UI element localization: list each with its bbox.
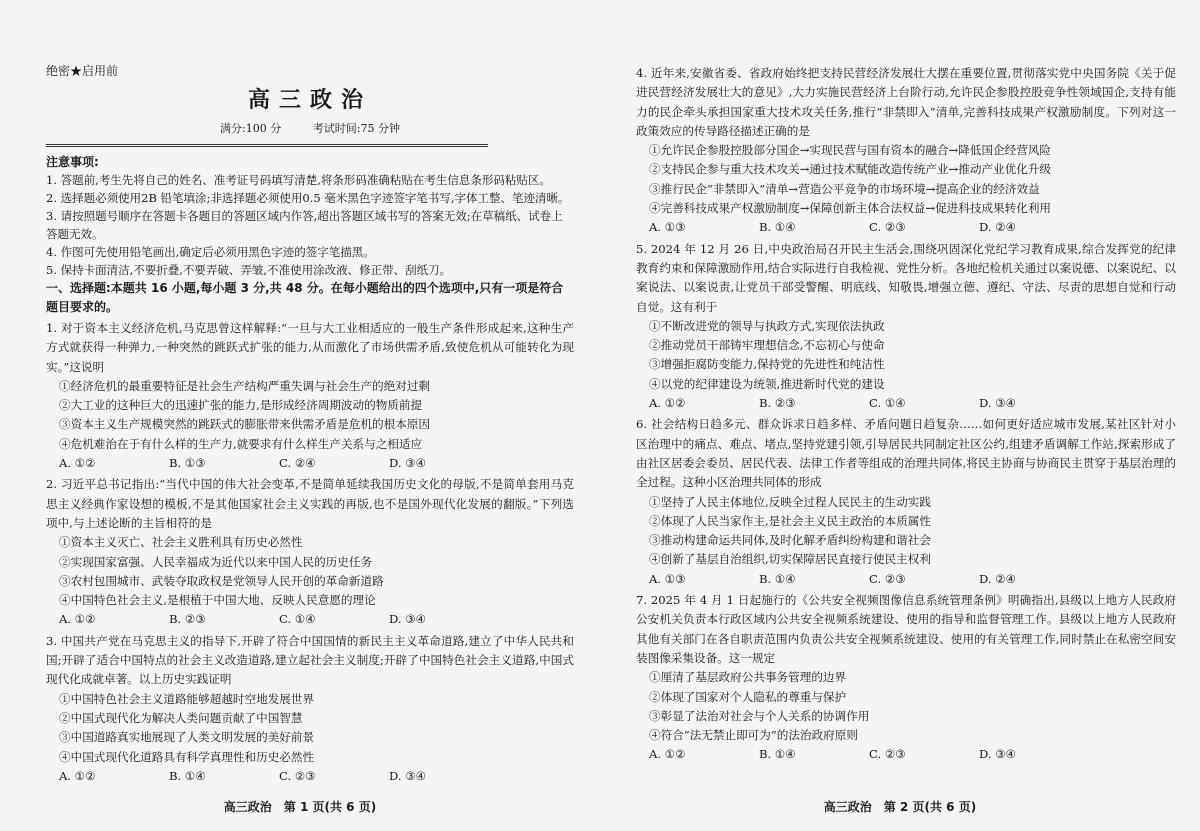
answer-choice: D. ③④	[979, 396, 1017, 411]
statement-option: ③推行民企“非禁即入”清单→营造公平竞争的市场环境→提高企业的经济效益	[649, 181, 1040, 196]
answer-choice: D. ③④	[389, 768, 427, 783]
note-item: 3. 请按照题号顺序在答题卡各题目的答题区域内作答,超出答题区域书写的答案无效;在草稿纸、试卷上答题无效。	[46, 209, 563, 241]
answer-choice: D. ②④	[979, 220, 1017, 235]
exam-page-2	[600, 0, 1200, 831]
statement-option: ②推动党员干部铸牢理想信念,不忘初心与使命	[649, 338, 885, 353]
statement-option: ②实现国家富强、人民幸福成为近代以来中国人民的历史任务	[59, 554, 373, 569]
answer-choice: C. ②④	[279, 456, 316, 471]
question	[46, 475, 574, 629]
statement-option: ①厘清了基层政府公共事务管理的边界	[649, 670, 847, 685]
title-divider	[46, 144, 488, 147]
question	[636, 240, 1176, 414]
answer-choice: D. ②④	[979, 571, 1017, 586]
statement-option: ①经济危机的最重要特征是社会生产结构严重失调与社会生产的绝对过剩	[59, 378, 431, 393]
answer-choices	[636, 394, 1176, 413]
answer-choice: D. ③④	[389, 612, 427, 627]
notes-heading: 注意事项:	[46, 155, 99, 169]
answer-choices	[46, 767, 574, 786]
statement-option: ①坚持了人民主体地位,反映全过程人民民主的生动实践	[649, 494, 931, 509]
statement-option: ①资本主义灭亡、社会主义胜利具有历史必然性	[59, 535, 303, 550]
statement-option: ③增强拒腐防变能力,保持党的先进性和纯洁性	[649, 357, 885, 372]
exam-time: 考试时间:75 分钟	[312, 122, 400, 135]
answer-choices	[46, 610, 574, 629]
answer-choice: C. ②③	[869, 571, 906, 586]
statement-option: ④以党的纪律建设为统领,推进新时代党的建设	[649, 376, 885, 391]
note-item: 5. 保持卡面清洁,不要折叠,不要弄破、弄皱,不准使用涂改液、修正带、刮纸刀。	[46, 263, 452, 277]
statement-option: ④危机难治在于有什么样的生产力,就要求有什么样生产关系与之相适应	[59, 436, 423, 451]
answer-choice: C. ②③	[869, 220, 906, 235]
statement-option: ④创新了基层自治组织,切实保障居民直接行使民主权利	[649, 552, 931, 567]
answer-choices	[46, 454, 574, 473]
answer-choice: B. ①④	[169, 768, 206, 783]
answer-choice: A. ①②	[59, 612, 96, 627]
section-heading: 一、选择题:本题共 16 小题,每小题 3 分,共 48 分。在每小题给出的四个选项中,只有一项是符合题目要求的。	[46, 281, 564, 314]
answer-choice: A. ①②	[649, 747, 686, 762]
answer-choices	[636, 745, 1176, 764]
question-stem: 5. 2024 年 12 月 26 日,中央政治局召开民主生活会,围绕巩固深化党纪学习教育成果,综合发挥党的纪律教育约束和保障激励作用,结合实际进行自我检视、党性分析。各地纪检机关通过以案说德、以案说纪、以案说法、以案说责,让党员干部受警醒、明底线、知敬畏,增强立德、遵纪、守法、尽责的思想自觉和行动自觉。这有利于	[636, 241, 1176, 314]
statement-option: ④完善科技成果产权激励制度→保障创新主体合法权益→促进科技成果转化利用	[649, 201, 1052, 216]
note-item: 2. 选择题必须使用2B 铅笔填涂;非选择题必须使用0.5 毫米黑色字迹签字笔书写,字体工整、笔迹清晰。	[46, 191, 570, 205]
answer-choice: B. ①④	[759, 571, 796, 586]
answer-choice: C. ②③	[279, 768, 316, 783]
statement-option: ②中国式现代化为解决人类问题贡献了中国智慧	[59, 710, 303, 725]
note-item: 4. 作图可先使用铅笔画出,确定后必须用黑色字迹的签字笔描黑。	[46, 245, 375, 259]
statement-option: ②支持民企参与重大技术攻关→通过技术赋能改造传统产业→推动产业优化升级	[649, 162, 1052, 177]
answer-choice: C. ②③	[869, 747, 906, 762]
exam-title: 高三政治	[247, 88, 372, 113]
answer-choice: B. ②③	[759, 396, 796, 411]
answer-choices	[636, 570, 1176, 589]
notes-list	[46, 171, 574, 279]
confidential-label: 绝密★启用前	[46, 64, 119, 78]
exam-meta	[46, 120, 574, 136]
answer-choice: A. ①③	[649, 571, 686, 586]
question-stem: 1. 对于资本主义经济危机,马克思曾这样解释:“一旦与大工业相适应的一般生产条件形成起来,这种生产方式就获得一种弹力,一种突然的跳跃式扩张的能力,从而激化了市场供需矛盾,致使危机从可能转化为现实。”这说明	[46, 321, 574, 374]
statement-option: ③农村包围城市、武装夺取政权是党领导人民开创的革命新道路	[59, 573, 384, 588]
statement-option: ④符合“法无禁止即可为”的法治政府原则	[649, 728, 858, 743]
question-stem: 3. 中国共产党在马克思主义的指导下,开辟了符合中国国情的新民主主义革命道路,建立了中华人民共和国;开辟了适合中国特点的社会主义改造道路,建立起社会主义制度;开辟了中国特色社会主义道路,中国式现代化成就卓著。以上历史实践证明	[46, 633, 574, 687]
statement-option: ③资本主义生产规模突然的跳跃式的膨胀带来供需矛盾是危机的根本原因	[59, 417, 431, 432]
answer-choice: B. ①④	[759, 747, 796, 762]
left-question-list	[46, 319, 574, 786]
question	[46, 319, 574, 473]
statement-option: ①允许民企参股控股部分国企→实现民营与国有资本的融合→降低国企经营风险	[649, 143, 1052, 158]
statement-option: ④中国特色社会主义,是根植于中国大地、反映人民意愿的理论	[59, 593, 376, 608]
page-footer: 高三政治 第 1 页(共 6 页)	[223, 800, 377, 814]
question-stem: 7. 2025 年 4 月 1 日起施行的《公共安全视频图像信息系统管理条例》明确指出,县级以上地方人民政府公安机关负责本行政区域内公共安全视频系统建设、使用的指导和监督管理工作。县级以上地方人民政府其他有关部门在各自职责范围内负责公共安全视频系统建设、使用的有关管理工作,同时禁止在私密空间安装图像采集设备。这一规定	[636, 593, 1176, 665]
question	[636, 591, 1176, 765]
statement-option: ②体现了人民当家作主,是社会主义民主政治的本质属性	[649, 513, 931, 528]
answer-choice: A. ①③	[649, 220, 686, 235]
statement-option: ③彰显了法治对社会与个人关系的协调作用	[649, 708, 870, 723]
question	[636, 415, 1176, 589]
statement-option: ③推动构建命运共同体,及时化解矛盾纠纷构建和谐社会	[649, 533, 931, 548]
statement-option: ②大工业的这种巨大的迅速扩张的能力,是形成经济周期波动的物质前提	[59, 398, 423, 413]
question-stem: 4. 近年来,安徽省委、省政府始终把支持民营经济发展壮大摆在重要位置,贯彻落实党中央国务院《关于促进民营经济发展壮大的意见》,大力实施民营经济上台阶行动,允许民企参股控股竞争性领域国企,支持有能力的民企牵头承担国家重大技术攻关任务,推行“非禁即入”清单,完善科技成果产权激励制度。下列对这一政策效应的传导路径描述正确的是	[636, 66, 1176, 138]
note-item: 1. 答题前,考生先将自己的姓名、准考证号码填写清楚,将条形码准确粘贴在考生信息条形码粘贴区。	[46, 173, 551, 187]
answer-choices	[636, 218, 1176, 237]
statement-option: ④中国式现代化道路具有科学真理性和历史必然性	[59, 749, 315, 764]
question-stem: 2. 习近平总书记指出:“当代中国的伟大社会变革,不是简单延续我国历史文化的母版,不是简单套用马克思主义经典作家设想的模板,不是其他国家社会主义实践的再版,也不是国外现代化发展的翻版。”下列选项中,与上述论断的主旨相符的是	[46, 477, 574, 530]
answer-choice: A. ①②	[59, 456, 96, 471]
answer-choice: A. ①②	[59, 768, 96, 783]
answer-choice: A. ①②	[649, 396, 686, 411]
statement-option: ③中国道路真实地展现了人类文明发展的美好前景	[59, 730, 315, 745]
answer-choice: D. ③④	[389, 456, 427, 471]
statement-option: ①不断改进党的领导与执政方式,实现依法执政	[649, 318, 885, 333]
answer-choice: D. ③④	[979, 747, 1017, 762]
right-question-list	[636, 64, 1176, 765]
answer-choice: B. ①③	[169, 456, 206, 471]
answer-choice: C. ①④	[869, 396, 906, 411]
full-score: 满分:100 分	[220, 122, 282, 135]
question	[636, 64, 1176, 238]
statement-option: ②体现了国家对个人隐私的尊重与保护	[649, 689, 847, 704]
question-stem: 6. 社会结构日趋多元、群众诉求日趋多样、矛盾问题日趋复杂……如何更好适应城市发展,某社区针对小区治理中的痛点、难点、堵点,坚持党建引领,引导居民共同制定社区公约,组建矛盾调解工作站,探索形成了由社区居委会委员、居民代表、法律工作者等组成的治理共同体,将民主协商与协商民主贯穿于基层治理的全过程。这种小区治理共同体的形成	[636, 417, 1176, 490]
answer-choice: B. ①④	[759, 220, 796, 235]
statement-option: ①中国特色社会主义道路能够超越时空地发展世界	[59, 691, 315, 706]
answer-choice: B. ②③	[169, 612, 206, 627]
question	[46, 632, 574, 786]
page-footer: 高三政治 第 2 页(共 6 页)	[823, 800, 977, 814]
answer-choice: C. ①④	[279, 612, 316, 627]
